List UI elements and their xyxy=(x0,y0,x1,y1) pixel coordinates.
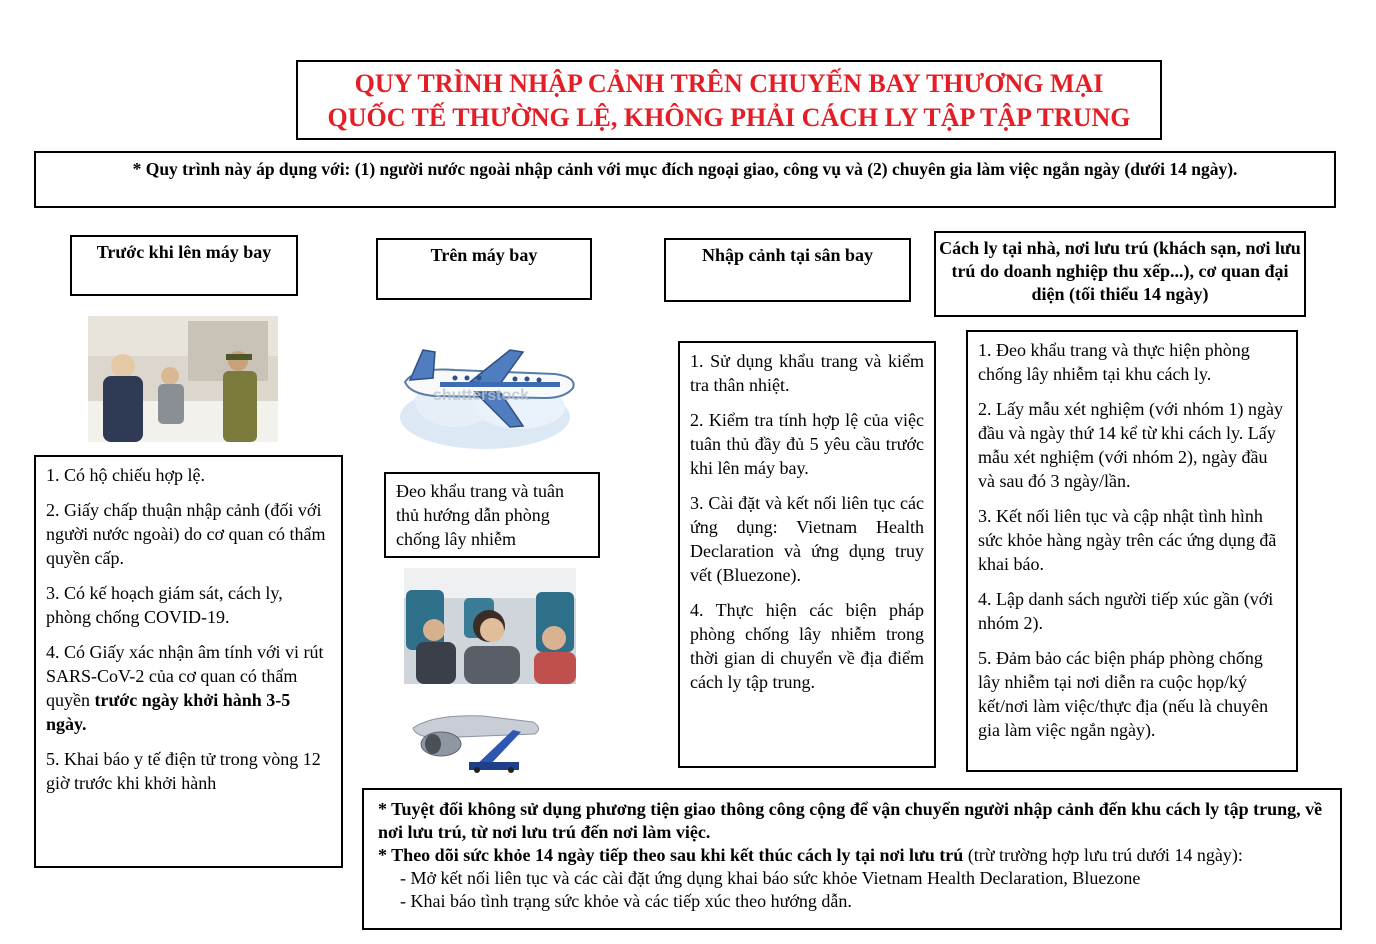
airport-checkin-photo xyxy=(88,316,278,442)
header-home-quarantine: Cách ly tại nhà, nơi lưu trú (khách sạn, nơi lưu trú do doanh nghiệp thu xếp...), cơ quan đại diện (tối thiểu 14 ngày) xyxy=(934,231,1306,317)
title-line-1: QUY TRÌNH NHẬP CẢNH TRÊN CHUYẾN BAY THƯƠNG MẠI xyxy=(354,69,1104,98)
page-title xyxy=(298,62,1160,135)
list-item: 4. Có Giấy xác nhận âm tính với vi rút SARS-CoV-2 của cơ quan có thẩm quyền trước ngày khởi hành 3-5 ngày. xyxy=(46,642,324,734)
airport-entry-list xyxy=(678,341,936,768)
list-item: 5. Đảm bảo các biện pháp phòng chống lây nhiễm tại nơi diễn ra cuộc họp/ký kết/nơi làm việc/thực địa (nếu là chuyên gia làm việc ngắn ngày). xyxy=(978,648,1269,740)
note-sub-2: - Khai báo tình trạng sức khỏe và các tiếp xúc theo hướng dẫn. xyxy=(400,891,852,911)
list-item: 3. Cài đặt và kết nối liên tục các ứng dụng: Vietnam Health Declaration và ứng dụng truy vết (Bluezone). xyxy=(690,493,924,585)
list-item: 2. Kiểm tra tính hợp lệ của việc tuân thủ đầy đủ 5 yêu cầu trước khi lên máy bay. xyxy=(690,410,924,478)
list-item: 2. Giấy chấp thuận nhập cảnh (đối với người nước ngoài) do cơ quan có thẩm quyền cấp. xyxy=(46,500,326,568)
quarantine-list xyxy=(966,330,1298,772)
header-before-boarding: Trước khi lên máy bay xyxy=(70,235,298,296)
title-box xyxy=(296,60,1162,140)
list-item: 1. Sử dụng khẩu trang và kiểm tra thân nhiệt. xyxy=(690,351,924,395)
cabin-passengers-photo xyxy=(404,568,576,684)
notes-box xyxy=(362,788,1342,930)
list-item: Đeo khẩu trang và tuân thủ hướng dẫn phòng chống lây nhiễm xyxy=(396,481,564,549)
watermark-text: shutterstock xyxy=(433,387,530,404)
header-airport-entry: Nhập cảnh tại sân bay xyxy=(664,238,911,302)
list-item: 1. Có hộ chiếu hợp lệ. xyxy=(46,465,205,485)
note-line-2: * Theo dõi sức khỏe 14 ngày tiếp theo sau khi kết thúc cách ly tại nơi lưu trú (trừ trường hợp lưu trú dưới 14 ngày): xyxy=(378,845,1243,865)
list-item: 3. Có kế hoạch giám sát, cách ly, phòng chống COVID-19. xyxy=(46,583,283,627)
note-sub-1: - Mở kết nối liên tục và các cài đặt ứng dụng khai báo sức khỏe Vietnam Health Declaration, Bluezone xyxy=(400,868,1141,888)
list-item: 3. Kết nối liên tục và cập nhật tình hình sức khỏe hàng ngày trên các ứng dụng đã khai báo. xyxy=(978,506,1277,574)
scope-text: * Quy trình này áp dụng với: (1) người nước ngoài nhập cảnh với mục đích ngoại giao, công vụ và (2) chuyên gia làm việc ngắn ngày (dưới 14 ngày). xyxy=(132,159,1238,179)
list-item: 1. Đeo khẩu trang và thực hiện phòng chống lây nhiễm tại khu cách ly. xyxy=(978,340,1250,384)
on-plane-list xyxy=(384,472,600,558)
airplane-stairs-photo xyxy=(403,708,543,774)
airplane-illustration xyxy=(395,322,585,452)
list-item: 4. Thực hiện các biện pháp phòng chống lây nhiễm trong thời gian di chuyển về địa điểm cách ly tập trung. xyxy=(690,600,924,692)
before-boarding-list xyxy=(34,455,343,868)
list-item: 5. Khai báo y tế điện tử trong vòng 12 giờ trước khi khởi hành xyxy=(46,749,321,793)
header-on-plane: Trên máy bay xyxy=(376,238,592,300)
title-line-2: QUỐC TẾ THƯỜNG LỆ, KHÔNG PHẢI CÁCH LY TẬP TẬP TRUNG xyxy=(327,103,1131,132)
scope-box xyxy=(34,151,1336,208)
list-item: 2. Lấy mẫu xét nghiệm (với nhóm 1) ngày đầu và ngày thứ 14 kể từ khi cách ly. Lấy mẫu xét nghiệm (với nhóm 2), ngày đầu và sau đó 3 ngày/lần. xyxy=(978,399,1283,491)
list-item: 4. Lập danh sách người tiếp xúc gần (với nhóm 2). xyxy=(978,589,1274,633)
note-line-1: * Tuyệt đối không sử dụng phương tiện giao thông công cộng để vận chuyển người nhập cảnh đến khu cách ly tập trung, về nơi lưu trú, từ nơi lưu trú đến nơi làm việc. xyxy=(378,799,1323,842)
